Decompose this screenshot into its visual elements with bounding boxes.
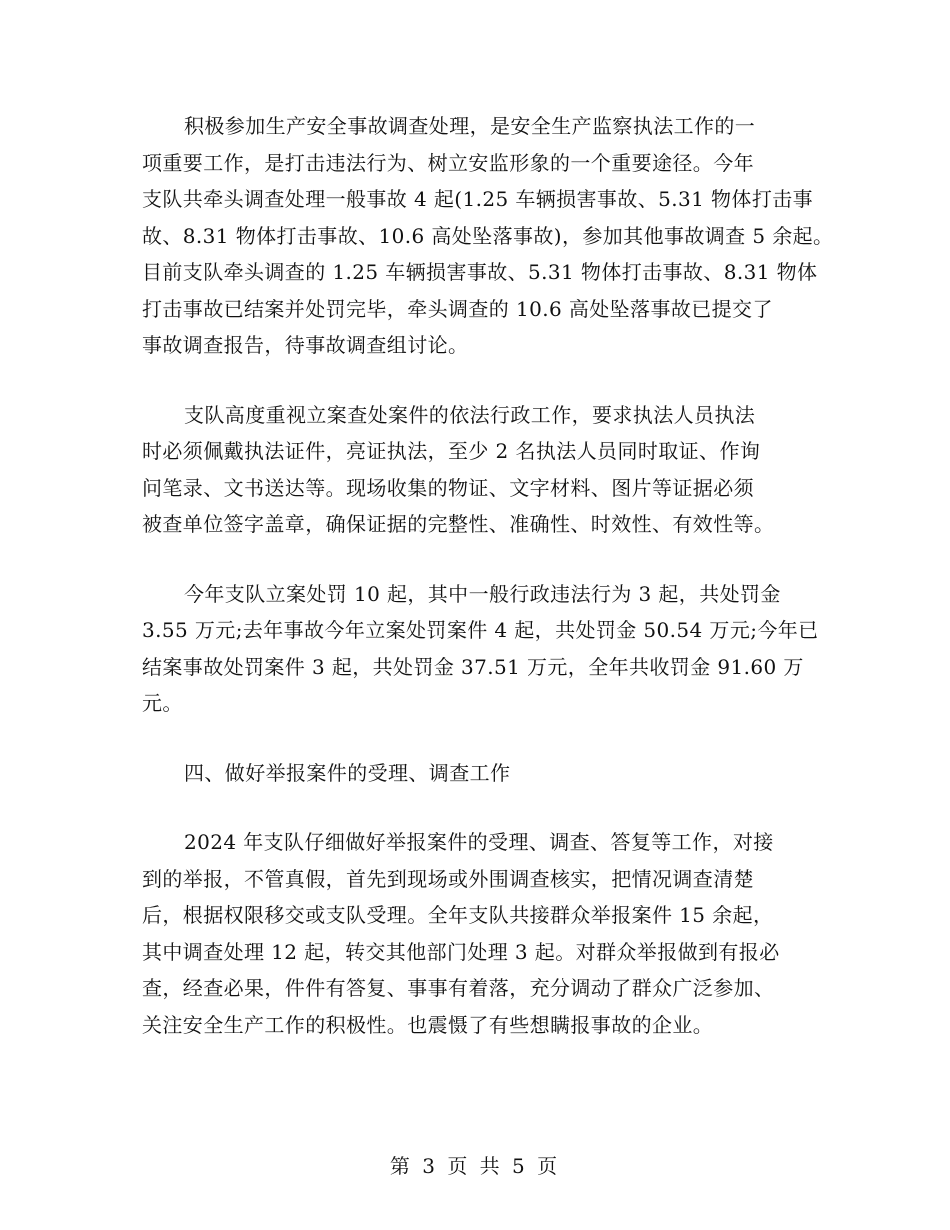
text-line: 其中调查处理 12 起，转交其他部门处理 3 起。对群众举报做到有报必 xyxy=(142,939,780,964)
paragraph-gap xyxy=(142,543,832,576)
text-line: 打击事故已结案并处罚完毕，牵头调查的 10.6 高处坠落事故已提交了 xyxy=(142,296,773,321)
paragraph-gap xyxy=(142,364,832,397)
text-line: 时必须佩戴执法证件，亮证执法，至少 2 名执法人员同时取证、作询 xyxy=(142,439,761,463)
text-line: 后，根据权限移交或支队受理。全年支队共接群众举报案件 15 余起， xyxy=(142,903,774,927)
text-line: 项重要工作，是打击违法行为、树立安监形象的一个重要途径。今年 xyxy=(142,150,754,175)
section-heading-text: 四、做好举报案件的受理、调查工作 xyxy=(184,760,511,785)
text-line: 2024 年支队仔细做好举报案件的受理、调查、答复等工作，对接 xyxy=(184,830,774,854)
paragraph-gap xyxy=(142,722,832,755)
text-line: 支队高度重视立案查处案件的依法行政工作，要求执法人员执法 xyxy=(184,402,756,427)
text-line: 结案事故处罚案件 3 起，共处罚金 37.51 万元，全年共收罚金 91.60 万 xyxy=(142,654,804,679)
page-number-footer: 第 3 页 共 5 页 xyxy=(389,1154,561,1178)
paragraph-penalties xyxy=(142,576,832,722)
text-line: 积极参加生产安全事故调查处理，是安全生产监察执法工作的一 xyxy=(184,114,756,138)
paragraph-lawful-administration xyxy=(142,397,832,543)
text-line: 关注安全生产工作的积极性。也震慑了有些想瞒报事故的企业。 xyxy=(142,1012,714,1037)
text-line: 被查单位签字盖章，确保证据的完整性、准确性、时效性、有效性等。 xyxy=(142,512,775,536)
text-line: 3.55 万元;去年事故今年立案处罚案件 4 起，共处罚金 50.54 万元;今年已 xyxy=(142,618,819,642)
text-line: 问笔录、文书送达等。现场收集的物证、文字材料、图片等证据必须 xyxy=(142,475,754,500)
text-line: 今年支队立案处罚 10 起，其中一般行政违法行为 3 起，共处罚金 xyxy=(184,581,781,606)
text-line: 查，经查必果，件件有答复、事事有着落，充分调动了群众广泛参加、 xyxy=(142,976,775,1000)
text-line: 到的举报，不管真假，首先到现场或外围调查核实，把情况调查清楚 xyxy=(142,866,754,891)
document-body xyxy=(142,108,832,1043)
text-line: 元。 xyxy=(142,691,183,715)
section-heading xyxy=(142,755,832,792)
text-line: 目前支队牵头调查的 1.25 车辆损害事故、5.31 物体打击事故、8.31 物体 xyxy=(142,260,818,284)
text-line: 故、8.31 物体打击事故、10.6 高处坠落事故)，参加其他事故调查 5 余起。 xyxy=(142,223,834,248)
paragraph-gap xyxy=(142,791,832,824)
text-line: 事故调查报告，待事故调查组讨论。 xyxy=(142,333,469,357)
paragraph-accident-investigation xyxy=(142,108,832,364)
paragraph-reports xyxy=(142,824,832,1043)
text-line: 支队共牵头调查处理一般事故 4 起(1.25 车辆损害事故、5.31 物体打击事 xyxy=(142,187,814,211)
